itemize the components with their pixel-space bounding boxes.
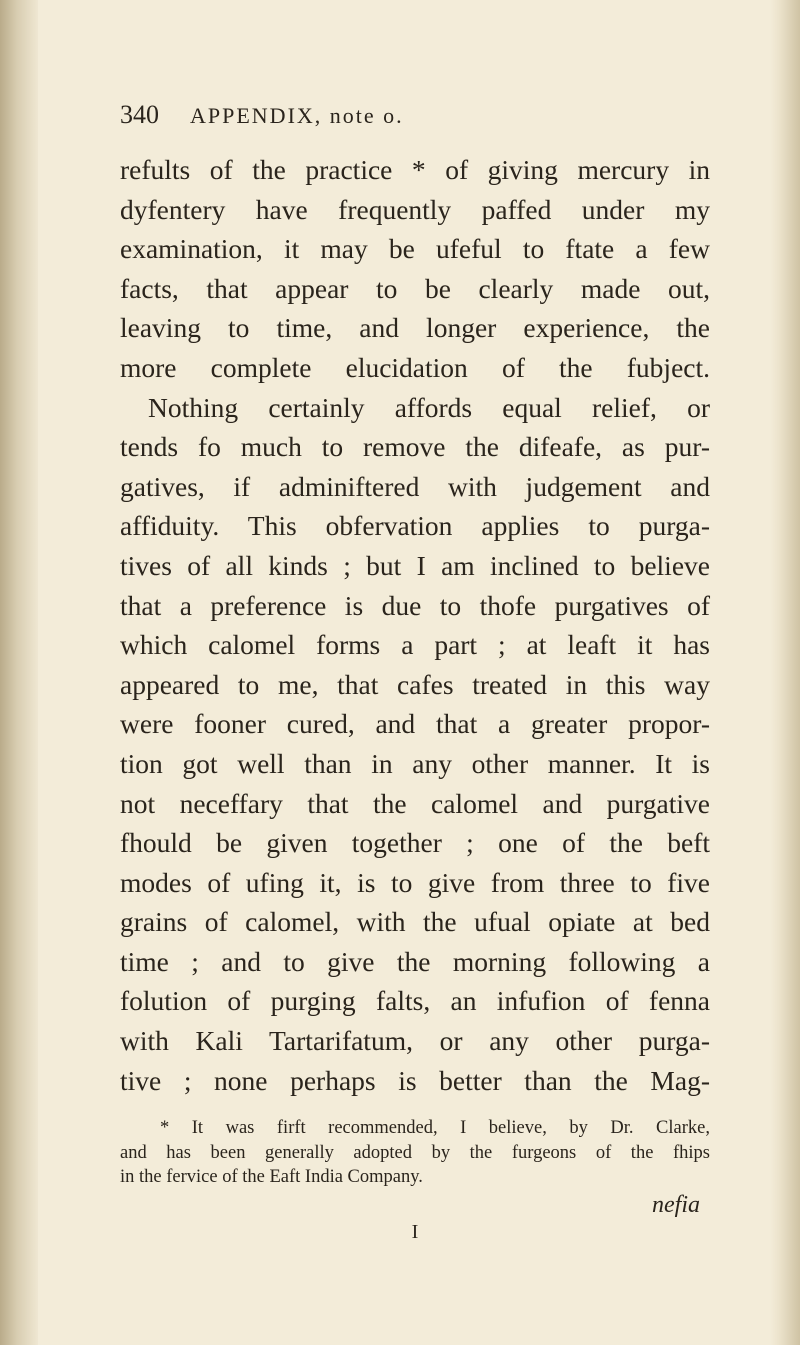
text-line: with Kali Tartarifatum, or any other purga- bbox=[120, 1025, 710, 1057]
footnote-line: in the fervice of the Eaft India Company. bbox=[120, 1167, 423, 1188]
body-text bbox=[120, 150, 710, 1100]
text-line: tends fo much to remove the difeafe, as pur- bbox=[120, 431, 710, 463]
text-line: modes of ufing it, is to give from three to five bbox=[120, 866, 710, 898]
text-line: folution of purging falts, an infufion of fenna bbox=[120, 985, 710, 1017]
text-line: tion got well than in any other manner. It is bbox=[120, 747, 710, 779]
text-line: that a preference is due to thofe purgatives of bbox=[120, 589, 710, 621]
text-line: were fooner cured, and that a greater propor- bbox=[120, 708, 710, 740]
text-line: leaving to time, and longer experience, the bbox=[120, 312, 710, 344]
text-line: examination, it may be ufeful to ftate a few bbox=[120, 233, 710, 265]
footnote bbox=[120, 1116, 710, 1190]
text-line: Nothing certainly affords equal relief, or bbox=[148, 391, 710, 423]
page-header bbox=[120, 100, 710, 150]
text-line: tive ; none perhaps is better than the Mag- bbox=[120, 1064, 710, 1096]
text-line: time ; and to give the morning following a bbox=[120, 945, 710, 977]
text-line: not neceffary that the calomel and purgative bbox=[120, 787, 710, 819]
text-line: affiduity. This obfervation applies to purga- bbox=[120, 510, 710, 542]
running-head: APPENDIX, note o. bbox=[190, 103, 404, 128]
text-line: dyfentery have frequently paffed under my bbox=[120, 193, 710, 225]
text-line: grains of calomel, with the ufual opiate at bed bbox=[120, 906, 710, 938]
signature-mark: I bbox=[411, 1220, 419, 1243]
text-line: gatives, if adminiftered with judgement and bbox=[120, 470, 710, 502]
page-number: 340 bbox=[120, 100, 159, 129]
text-line: more complete elucidation of the fubject. bbox=[120, 351, 710, 383]
page-edge-left bbox=[0, 0, 38, 1345]
book-page bbox=[120, 100, 710, 1244]
text-line: appeared to me, that cafes treated in this way bbox=[120, 668, 710, 700]
footnote-line: * It was firft recommended, I believe, by Dr. Clarke, bbox=[160, 1118, 710, 1139]
text-line: fhould be given together ; one of the beft bbox=[120, 827, 710, 859]
text-line: tives of all kinds ; but I am inclined to believe bbox=[120, 549, 710, 581]
text-line: facts, that appear to be clearly made out, bbox=[120, 272, 710, 304]
catchword: nefia bbox=[652, 1191, 700, 1218]
text-line: which calomel forms a part ; at leaft it has bbox=[120, 629, 710, 661]
page-edge-right bbox=[770, 0, 800, 1345]
footnote-line: and has been generally adopted by the furgeons of the fhips bbox=[120, 1142, 710, 1163]
text-line: refults of the practice * of giving mercury in bbox=[120, 154, 710, 185]
